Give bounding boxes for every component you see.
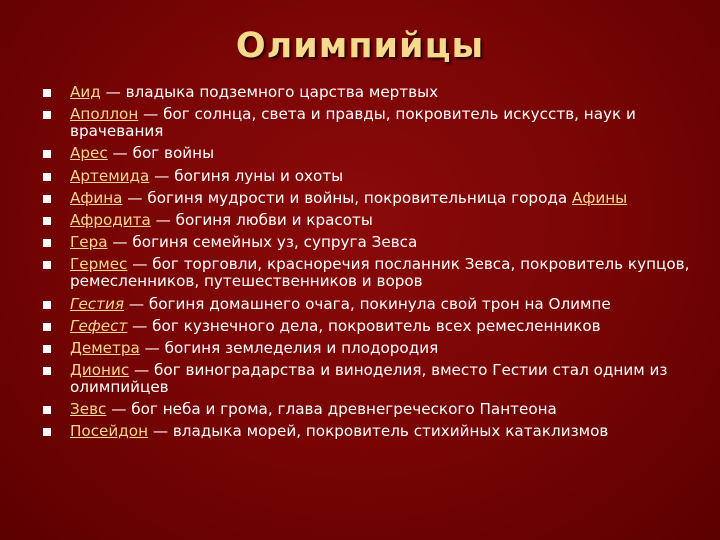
gods-list bbox=[0, 84, 700, 446]
square-bullet-icon bbox=[43, 239, 51, 247]
god-description: — бог солнца, света и правды, покровитель искусств, наук и врачевания bbox=[70, 105, 636, 141]
god-link[interactable]: Афина bbox=[70, 188, 123, 207]
god-link[interactable]: Дионис bbox=[70, 361, 130, 380]
god-link[interactable]: Посейдон bbox=[70, 422, 148, 441]
god-description: — богиня домашнего очага, покинула свой трон на Олимпе bbox=[124, 294, 611, 313]
square-bullet-icon bbox=[43, 367, 51, 375]
list-item bbox=[0, 256, 700, 290]
god-description: — богиня мудрости и войны, покровительница города bbox=[122, 188, 572, 207]
square-bullet-icon bbox=[43, 261, 51, 269]
list-item bbox=[0, 145, 700, 162]
square-bullet-icon bbox=[43, 173, 51, 181]
square-bullet-icon bbox=[43, 217, 51, 225]
god-link[interactable]: Гера bbox=[70, 233, 108, 252]
god-link[interactable]: Гефест bbox=[70, 316, 128, 335]
list-item bbox=[0, 234, 700, 251]
god-description: — бог торговли, красноречия посланник Зевса, покровитель купцов, ремесленников, путешественников и воров bbox=[70, 255, 690, 291]
list-item bbox=[0, 362, 700, 396]
list-item bbox=[0, 318, 700, 335]
god-link[interactable]: Зевс bbox=[70, 400, 107, 419]
god-link[interactable]: Аполлон bbox=[70, 105, 139, 124]
square-bullet-icon bbox=[43, 406, 51, 414]
list-item bbox=[0, 423, 700, 440]
list-item bbox=[0, 340, 700, 357]
square-bullet-icon bbox=[43, 195, 51, 203]
list-item bbox=[0, 106, 700, 140]
list-item bbox=[0, 168, 700, 185]
list-item bbox=[0, 296, 700, 313]
god-link[interactable]: Гермес bbox=[70, 255, 128, 274]
square-bullet-icon bbox=[43, 428, 51, 436]
god-description: — богиня луны и охоты bbox=[149, 166, 344, 185]
list-item bbox=[0, 401, 700, 418]
god-link[interactable]: Арес bbox=[70, 144, 108, 163]
god-description: — богиня любви и красоты bbox=[150, 210, 373, 229]
god-description: — бог кузнечного дела, покровитель всех ремесленников bbox=[127, 316, 601, 335]
city-link[interactable]: Афины bbox=[572, 188, 628, 207]
god-link[interactable]: Гестия bbox=[70, 294, 125, 313]
list-item bbox=[0, 84, 700, 101]
god-description: — владыка морей, покровитель стихийных катаклизмов bbox=[148, 422, 609, 441]
list-item bbox=[0, 190, 700, 207]
god-link[interactable]: Деметра bbox=[70, 338, 140, 357]
god-description: — бог неба и грома, глава древнегреческого Пантеона bbox=[106, 400, 557, 419]
god-description: — владыка подземного царства мертвых bbox=[100, 83, 439, 101]
god-link[interactable]: Аид bbox=[70, 83, 101, 101]
square-bullet-icon bbox=[43, 301, 51, 309]
square-bullet-icon bbox=[43, 323, 51, 331]
god-description: — богиня семейных уз, супруга Зевса bbox=[107, 233, 418, 252]
list-item bbox=[0, 212, 700, 229]
square-bullet-icon bbox=[43, 89, 51, 97]
square-bullet-icon bbox=[43, 150, 51, 158]
god-description: — бог войны bbox=[107, 144, 215, 163]
god-description: — богиня земледелия и плодородия bbox=[139, 338, 439, 357]
slide-title: Олимпийцы bbox=[235, 26, 485, 66]
god-description: — бог виноградарства и виноделия, вместо Гестии стал одним из олимпийцев bbox=[70, 361, 668, 397]
god-link[interactable]: Артемида bbox=[70, 166, 150, 185]
god-link[interactable]: Афродита bbox=[70, 210, 151, 229]
square-bullet-icon bbox=[43, 111, 51, 119]
square-bullet-icon bbox=[43, 345, 51, 353]
